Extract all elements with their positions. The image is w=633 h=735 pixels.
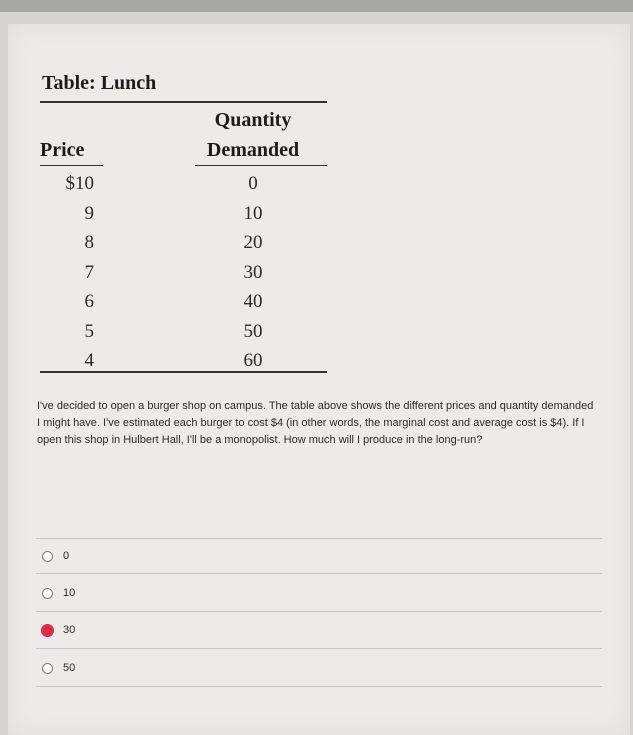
radio-button[interactable] [42,663,53,674]
quantity-cell: 30 [243,261,263,283]
table-bottom-rule [40,371,327,373]
answer-option-50[interactable] [42,659,75,677]
option-divider [36,648,602,649]
price-cell: 7 [84,261,94,283]
question-text: I've decided to open a burger shop on campus. The table above shows the different prices and quantity demanded I might have. I've estimated each burger to cost $4 (in other words, the marginal cost and average cost is $4). If I open this shop in Hulbert Hall, I'll be a monopolist. How much will I produce in the long-run? [37,400,594,446]
price-header: Price [40,139,85,161]
quantity-cell: 40 [243,291,263,312]
price-cell: $10 [65,173,94,194]
question-panel [8,24,630,735]
option-label: 10 [63,587,76,599]
radio-button[interactable] [42,551,53,562]
quantity-cell: 50 [243,320,263,342]
top-bar [0,0,633,12]
price-cell: 6 [84,291,94,312]
quantity-cell: 60 [243,350,263,371]
price-header-rule [40,165,103,166]
option-divider [36,573,602,574]
answer-option-30[interactable] [42,621,75,639]
radio-button[interactable] [42,588,53,599]
price-cell: 8 [84,232,94,253]
answer-option-10[interactable] [42,584,75,602]
option-divider [36,611,602,612]
table-title: Table: Lunch [42,72,157,94]
quantity-header-rule [195,165,327,166]
table-top-rule [40,101,327,103]
quantity-cell: 0 [248,173,258,194]
quantity-cell: 10 [243,202,263,224]
option-label: 30 [63,624,76,636]
quantity-header-line2: Demanded [206,139,300,161]
quantity-header-line1: Quantity [214,109,292,131]
option-divider [36,538,602,539]
option-label: 0 [63,550,70,562]
radio-button-selected[interactable] [42,625,53,636]
option-label: 50 [63,662,76,674]
quantity-cell: 20 [243,232,263,253]
option-divider [36,686,602,687]
price-cell: 4 [84,350,94,371]
answer-option-0[interactable] [42,547,69,565]
price-cell: 9 [84,202,94,224]
price-cell: 5 [84,320,94,342]
